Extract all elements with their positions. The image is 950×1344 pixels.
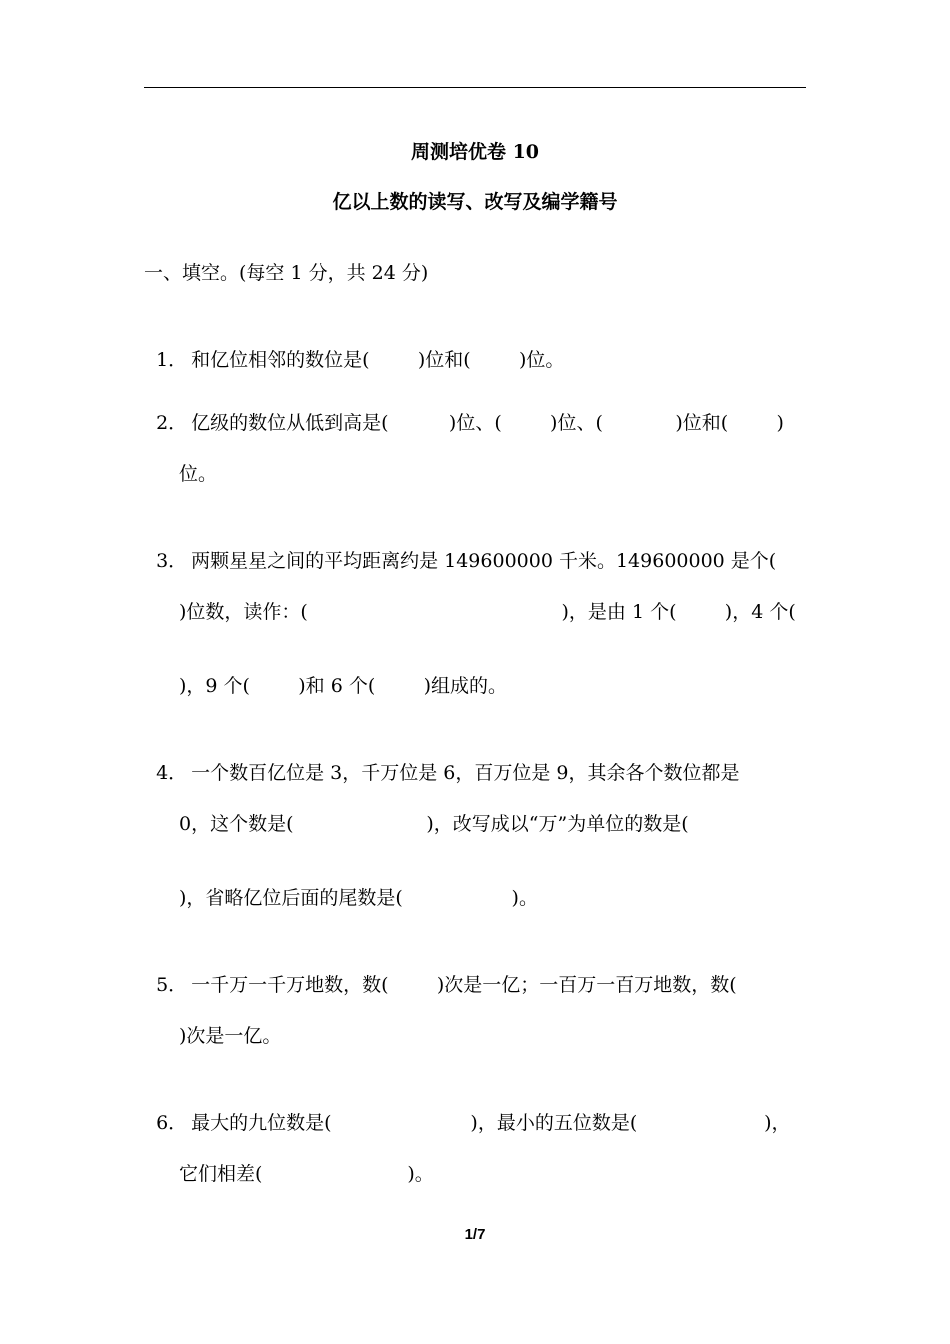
- question-2: [144, 387, 784, 435]
- question-6: [144, 1087, 791, 1135]
- question-4-continued: 0，这个数是( )，改写成以“万”为单位的数是(: [179, 813, 689, 835]
- question-number: 6．: [156, 1112, 188, 1134]
- question-4: [144, 737, 739, 785]
- header-rule: [144, 87, 806, 88]
- question-3-continued: )位数，读作：( )，是由 1 个( )，4 个(: [179, 601, 796, 623]
- question-number: 2．: [156, 412, 188, 434]
- page-title: 周测培优卷 10: [410, 141, 540, 163]
- question-2-continued: 位。: [179, 463, 218, 485]
- question-number: 4．: [156, 762, 188, 784]
- question-1: [144, 324, 564, 372]
- question-text: 和亿位相邻的数位是( )位和( )位。: [191, 349, 565, 371]
- question-text: 亿级的数位从低到高是( )位、( )位、( )位和( ): [191, 412, 784, 434]
- question-number: 1．: [156, 349, 188, 371]
- question-number: 5．: [156, 974, 188, 996]
- question-5-continued: )次是一亿。: [179, 1025, 282, 1047]
- question-6-continued: 它们相差( )。: [179, 1163, 434, 1185]
- question-text: 一个数百亿位是 3，千万位是 6，百万位是 9，其余各个数位都是: [191, 762, 740, 784]
- question-5: [144, 949, 737, 997]
- question-3-continued: )，9 个( )和 6 个( )组成的。: [179, 675, 507, 697]
- question-3: [144, 525, 776, 573]
- question-number: 3．: [156, 550, 188, 572]
- question-text: 一千万一千万地数，数( )次是一亿；一百万一百万地数，数(: [191, 974, 737, 996]
- question-4-continued: )，省略亿位后面的尾数是( )。: [179, 887, 538, 909]
- section-heading: 一、填空。(每空 1 分，共 24 分): [144, 262, 429, 284]
- question-text: 两颗星星之间的平均距离约是 149600000 千米。149600000 是个(: [191, 550, 777, 572]
- page-number: 1/7: [464, 1226, 486, 1243]
- question-text: 最大的九位数是( )，最小的五位数是( )，: [191, 1112, 791, 1134]
- page-subtitle: 亿以上数的读写、改写及编学籍号: [332, 191, 618, 213]
